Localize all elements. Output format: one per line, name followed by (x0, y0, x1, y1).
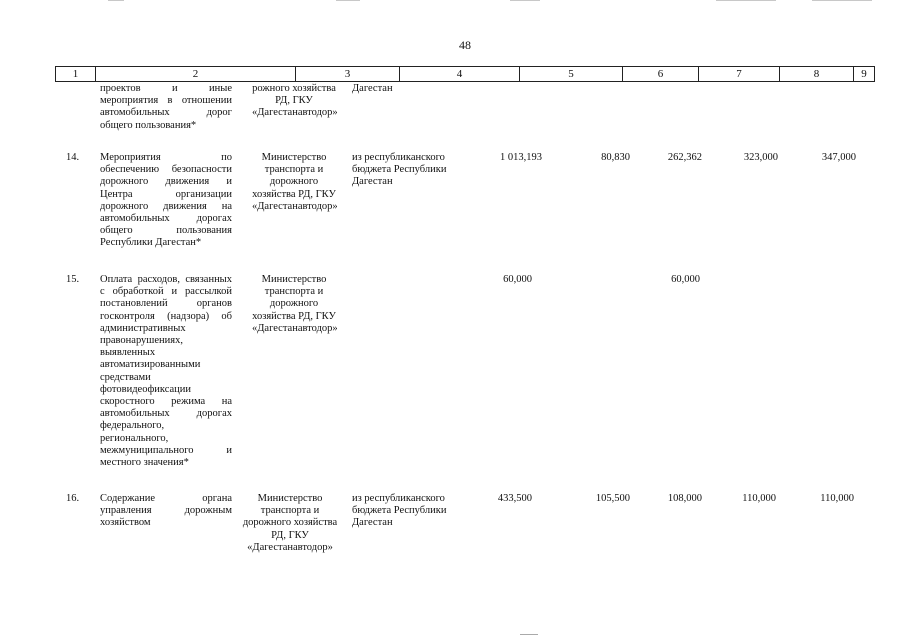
column-header-2: 2 (95, 67, 295, 81)
column-header-1: 1 (55, 67, 95, 81)
row-year3-cell: 323,000 (743, 152, 778, 163)
page-number: 48 (459, 38, 471, 52)
row-executor-cell: Министерство транспорта и дорожного хозяйства РД, ГКУ «Дагестанавтодор» (242, 493, 338, 553)
column-header-4: 4 (399, 67, 519, 81)
table-header-row (55, 66, 875, 82)
row-name-cell: проектов и иные мероприятия в отношении автомобильных дорог общего пользования* (100, 83, 232, 131)
column-header-7: 7 (698, 67, 779, 81)
scan-artifact (336, 0, 360, 1)
scan-artifact (812, 0, 872, 1)
row-source-cell: из республиканского бюджета Республики Дагестан (352, 152, 447, 188)
row-source-cell: из республиканского бюджета Республики Дагестан (352, 493, 447, 529)
row-year3-cell: 110,000 (742, 493, 776, 504)
row-number: 16. (66, 493, 80, 504)
row-year2-cell: 262,362 (667, 152, 702, 163)
row-name-cell: Содержание органа управления дорожным хозяйством (100, 493, 232, 529)
row-executor-cell: рожного хозяйства РД, ГКУ «Дагестанавтодор» (252, 83, 338, 119)
row-year2-cell: 60,000 (671, 274, 700, 285)
row-total-cell: 1 013,193 (500, 152, 542, 163)
column-header-5: 5 (519, 67, 622, 81)
row-year1-cell: 105,500 (595, 493, 630, 504)
row-year4-cell: 347,000 (821, 152, 856, 163)
row-year1-cell: 80,830 (601, 152, 630, 163)
row-name-cell: Мероприятия по обеспечению безопасности дорожного движения и Центра организации дорожного движения на автомобильных дорогах общего пользования Республики Дагестан* (100, 152, 232, 249)
scan-artifact (716, 0, 776, 1)
row-executor-cell: Министерство транспорта и дорожного хозяйства РД, ГКУ «Дагестанавтодор» (252, 152, 338, 212)
row-year4-cell: 110,000 (820, 493, 854, 504)
column-header-3: 3 (295, 67, 399, 81)
row-year2-cell: 108,000 (667, 493, 702, 504)
row-name-cell: Оплата расходов, связанных с обработкой и рассылкой постановлений органов госконтроля (надзора) об административных правонарушениях, выявленных автоматизированными средствами фотовидеофиксации скоростного режима на автомобильных дорогах федерального, регионального, межмуниципального и местного значения* (100, 274, 232, 469)
scan-artifact (510, 0, 540, 1)
row-number: 15. (66, 274, 80, 285)
column-header-8: 8 (779, 67, 853, 81)
row-total-cell: 433,500 (497, 493, 532, 504)
column-header-6: 6 (622, 67, 698, 81)
column-header-9: 9 (853, 67, 875, 81)
scan-artifact (108, 0, 124, 1)
row-number: 14. (66, 152, 80, 163)
scan-artifact (520, 634, 538, 635)
row-total-cell: 60,000 (503, 274, 532, 285)
row-executor-cell: Министерство транспорта и дорожного хозяйства РД, ГКУ «Дагестанавтодор» (252, 274, 338, 334)
row-source-cell: Дагестан (352, 83, 393, 94)
